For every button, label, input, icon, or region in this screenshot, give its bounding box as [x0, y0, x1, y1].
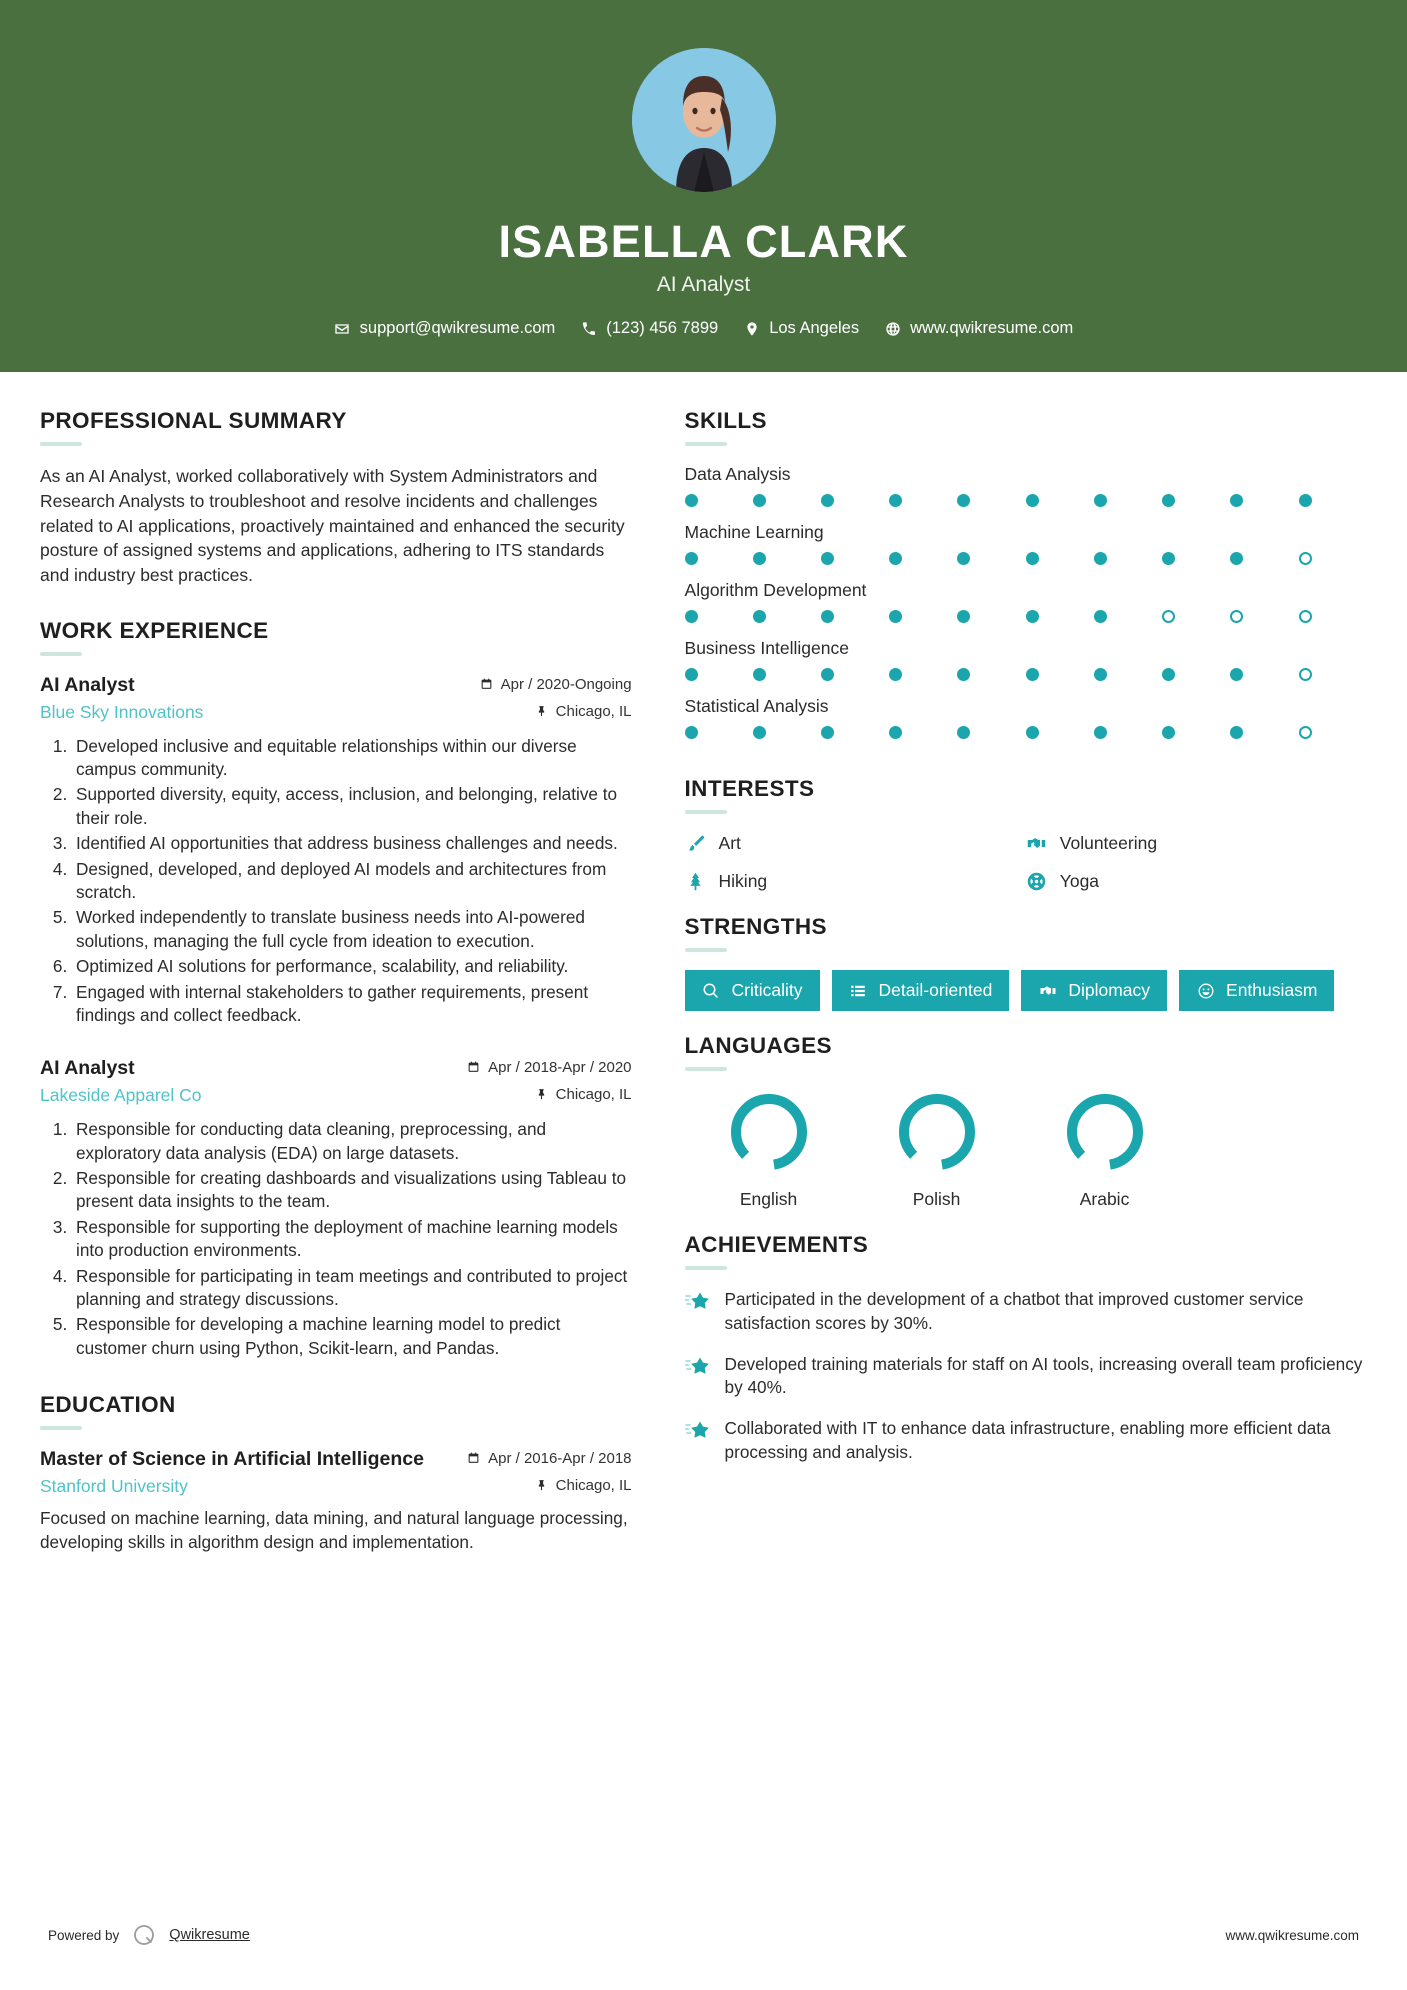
section-title-languages: LANGUAGES	[684, 1033, 832, 1059]
work-job-title: AI Analyst	[40, 673, 135, 696]
section-skills	[685, 408, 1367, 739]
skill-dot-slot	[889, 668, 957, 681]
skill-dot-slot	[957, 494, 1025, 507]
section-divider	[685, 1067, 727, 1071]
work-entry-header	[40, 1057, 632, 1080]
work-date	[467, 1059, 631, 1076]
qwikresume-brand-link[interactable]: Qwikresume	[169, 1927, 250, 1943]
skill-dot-slot	[821, 552, 889, 565]
skill-dot-filled	[957, 668, 970, 681]
languages-row	[685, 1089, 1367, 1210]
avatar	[632, 48, 776, 192]
skill-dot-filled	[685, 668, 698, 681]
work-company: Blue Sky Innovations	[40, 701, 204, 722]
strength-label: Diplomacy	[1068, 980, 1151, 1001]
list-item: 3. Identified AI opportunities that address business challenges and needs.	[72, 832, 632, 855]
pin-icon	[535, 1478, 549, 1493]
skill-dot-filled	[1094, 610, 1107, 623]
paintbrush-icon	[685, 832, 707, 854]
section-work-experience	[40, 618, 632, 1361]
skill-dot-slot	[821, 726, 889, 739]
skill-dot-filled	[753, 668, 766, 681]
contact-phone-text: (123) 456 7899	[606, 319, 719, 338]
summary-text: As an AI Analyst, worked collaboratively with System Administrators and Research Analysts to troubleshoot and resolve incidents and challenges related to AI applications, proactively maintained and enhanced the security posture of assigned systems and applications, adhering to ITS standards and industry best practices.	[40, 466, 625, 585]
section-divider	[685, 1266, 727, 1270]
progress-ring-icon	[1062, 1089, 1148, 1175]
skill-dot-slot	[821, 668, 889, 681]
skill-dot-filled	[753, 552, 766, 565]
star-badge-icon	[685, 1355, 711, 1381]
section-divider	[685, 948, 727, 952]
achievement-text: Collaborated with IT to enhance data infrastructure, enabling more efficient data processing and analysis.	[724, 1418, 1331, 1462]
skill-dot-slot	[957, 552, 1025, 565]
skill-dot-filled	[1162, 668, 1175, 681]
skill-dot-empty	[1299, 610, 1312, 623]
smiley-icon	[1196, 981, 1215, 1000]
skill-dot-filled	[1094, 668, 1107, 681]
skill-dot-filled	[821, 552, 834, 565]
job-role: AI Analyst	[656, 273, 751, 297]
skill-dot-slot	[1299, 610, 1367, 623]
skill-dot-slot	[685, 552, 753, 565]
strength-badge	[685, 970, 820, 1011]
language-ring	[894, 1089, 980, 1175]
work-entry	[40, 674, 632, 1028]
list-item: 3. Responsible for supporting the deployment of machine learning models into production environments.	[72, 1216, 632, 1263]
skill-dot-filled	[889, 552, 902, 565]
education-date-text: Apr / 2016-Apr / 2018	[488, 1450, 632, 1468]
skill-dot-filled	[1230, 552, 1243, 565]
work-entry-header	[40, 674, 632, 697]
page-footer	[0, 1922, 1407, 1948]
work-date	[480, 676, 632, 693]
skill-dot-slot	[1094, 668, 1162, 681]
education-entry	[40, 1448, 632, 1554]
list-item: 4. Responsible for participating in team meetings and contributed to project planning and strategy discussions.	[72, 1265, 632, 1312]
skill-dot-slot	[685, 726, 753, 739]
section-divider	[40, 652, 82, 656]
skill-dot-filled	[1026, 494, 1039, 507]
spacer	[40, 1029, 632, 1051]
section-languages	[685, 1033, 1367, 1210]
tree-icon	[685, 870, 707, 892]
skill-rating	[685, 610, 1367, 623]
work-bullets	[40, 735, 632, 1028]
spacer	[685, 892, 1367, 914]
skill-dot-slot	[753, 494, 821, 507]
skill-dot-filled	[753, 726, 766, 739]
progress-ring-icon	[726, 1089, 812, 1175]
skill-dot-slot	[685, 610, 753, 623]
right-column	[658, 408, 1367, 1554]
contact-email[interactable]	[326, 319, 564, 338]
list-item: 2. Supported diversity, equity, access, inclusion, and belonging, relative to their role.	[72, 783, 632, 830]
contact-location	[735, 319, 867, 338]
skill-dot-filled	[1026, 610, 1039, 623]
calendar-icon	[467, 1451, 481, 1466]
section-title-work: WORK EXPERIENCE	[40, 617, 269, 643]
skill-dot-slot	[1162, 726, 1230, 739]
strength-label: Detail-oriented	[878, 980, 993, 1001]
skill-label: Statistical Analysis	[684, 696, 829, 717]
skill-dot-filled	[1299, 494, 1312, 507]
interest-item	[685, 832, 1026, 854]
interest-label: Art	[718, 832, 741, 853]
skill-dot-slot	[889, 494, 957, 507]
language-label: Arabic	[1079, 1189, 1130, 1210]
skill-dot-filled	[685, 494, 698, 507]
section-title-interests: INTERESTS	[684, 776, 815, 802]
section-title-education: EDUCATION	[40, 1392, 176, 1418]
skill-dot-filled	[1230, 726, 1243, 739]
skill-dot-slot	[1094, 552, 1162, 565]
skill-dot-slot	[957, 610, 1025, 623]
envelope-icon	[334, 320, 351, 337]
work-location	[535, 703, 632, 720]
list-item: 5. Worked independently to translate business needs into AI-powered solutions, managing the full cycle from ideation to execution.	[72, 906, 632, 953]
skill-dot-slot	[753, 552, 821, 565]
skill-dot-slot	[889, 552, 957, 565]
skill-dot-slot	[1026, 552, 1094, 565]
work-date-text: Apr / 2020-Ongoing	[500, 675, 632, 693]
strength-badge	[1179, 970, 1334, 1011]
skill-dot-slot	[1094, 610, 1162, 623]
skill-dot-filled	[753, 494, 766, 507]
language-item	[685, 1089, 853, 1210]
strength-label: Criticality	[731, 980, 803, 1001]
left-column	[40, 408, 658, 1554]
skill-label: Business Intelligence	[684, 638, 849, 659]
section-title-summary: PROFESSIONAL SUMMARY	[40, 408, 347, 434]
skill-dot-filled	[1026, 726, 1039, 739]
skill-dot-filled	[889, 494, 902, 507]
skill-dot-slot	[1162, 610, 1230, 623]
star-badge-icon	[685, 1290, 711, 1316]
skill-dot-filled	[957, 552, 970, 565]
page-title: ISABELLA CLARK	[498, 216, 909, 267]
interest-item	[1026, 832, 1367, 854]
skill-dot-filled	[685, 726, 698, 739]
skill-label: Machine Learning	[684, 522, 824, 543]
skill-dot-filled	[821, 668, 834, 681]
work-entry	[40, 1057, 632, 1360]
section-interests	[685, 776, 1367, 892]
education-entry-header	[40, 1448, 632, 1471]
skill-dot-filled	[957, 494, 970, 507]
work-location	[535, 1086, 632, 1103]
contact-location-text: Los Angeles	[769, 319, 860, 338]
skill-dot-slot	[821, 610, 889, 623]
list-item: 2. Responsible for creating dashboards and visualizations using Tableau to present data insights to the team.	[72, 1167, 632, 1214]
interest-label: Yoga	[1059, 870, 1100, 891]
skill-dot-slot	[889, 610, 957, 623]
skill-dot-filled	[1026, 552, 1039, 565]
lifebuoy-icon	[1026, 870, 1048, 892]
search-icon	[702, 981, 721, 1000]
achievement-item	[685, 1417, 1367, 1464]
education-school: Stanford University	[40, 1476, 188, 1497]
powered-by-label: Powered by	[48, 1927, 120, 1943]
language-label: Polish	[912, 1189, 961, 1210]
list-item: 1. Developed inclusive and equitable relationships within our diverse campus community.	[72, 735, 632, 782]
contact-row	[0, 319, 1407, 338]
section-divider	[40, 1426, 82, 1430]
skill-dot-filled	[1230, 668, 1243, 681]
skill-dot-slot	[685, 494, 753, 507]
work-entry-subheader	[40, 702, 632, 723]
skill-dot-slot	[753, 610, 821, 623]
footer-url[interactable]: www.qwikresume.com	[1225, 1927, 1359, 1943]
education-degree: Master of Science in Artificial Intelligence	[40, 1448, 424, 1471]
skill-dot-filled	[753, 610, 766, 623]
skill-dot-slot	[1162, 494, 1230, 507]
qwikresume-logo-icon	[131, 1922, 157, 1948]
skill-rating	[685, 726, 1367, 739]
skill-dot-empty	[1230, 610, 1243, 623]
spacer	[685, 1011, 1367, 1033]
skill-dot-filled	[1162, 552, 1175, 565]
powered-by-block	[48, 1922, 250, 1948]
strength-label: Enthusiasm	[1226, 980, 1318, 1001]
section-professional-summary	[40, 408, 632, 587]
spacer	[40, 1362, 632, 1392]
section-title-skills: SKILLS	[684, 408, 767, 434]
resume-body	[0, 372, 1407, 1554]
list-item: 7. Engaged with internal stakeholders to gather requirements, present findings and collect feedback.	[72, 981, 632, 1028]
skill-dot-empty	[1162, 610, 1175, 623]
skill-dot-filled	[821, 494, 834, 507]
phone-icon	[580, 320, 597, 337]
skill-dot-slot	[1299, 726, 1367, 739]
achievement-item	[685, 1353, 1367, 1400]
language-label: English	[739, 1189, 798, 1210]
contact-website-text: www.qwikresume.com	[910, 319, 1074, 338]
work-date-text: Apr / 2018-Apr / 2020	[488, 1059, 632, 1077]
calendar-icon	[467, 1060, 481, 1075]
work-location-text: Chicago, IL	[555, 702, 632, 720]
skill-rating	[685, 494, 1367, 507]
skill-dot-filled	[821, 726, 834, 739]
work-company: Lakeside Apparel Co	[40, 1085, 202, 1106]
skill-dot-slot	[1299, 494, 1367, 507]
contact-phone[interactable]	[572, 319, 726, 338]
resume-header	[0, 0, 1407, 372]
skill-dot-slot	[1026, 610, 1094, 623]
skill-dot-filled	[889, 668, 902, 681]
handshake-icon	[1038, 981, 1057, 1000]
skill-dot-filled	[1094, 552, 1107, 565]
language-item	[853, 1089, 1021, 1210]
skill-dot-filled	[957, 726, 970, 739]
calendar-icon	[480, 677, 494, 692]
skill-dot-slot	[1230, 668, 1298, 681]
section-education	[40, 1392, 632, 1554]
language-ring	[726, 1089, 812, 1175]
interests-grid	[685, 832, 1367, 892]
skill-dot-filled	[1094, 726, 1107, 739]
section-title-achievements: ACHIEVEMENTS	[684, 1232, 869, 1258]
skill-dot-slot	[753, 726, 821, 739]
skill-dot-filled	[889, 610, 902, 623]
skill-dot-empty	[1299, 668, 1312, 681]
skill-label: Data Analysis	[684, 464, 791, 485]
skill-dot-slot	[1299, 668, 1367, 681]
skill-dot-slot	[753, 668, 821, 681]
skill-dot-slot	[1026, 494, 1094, 507]
skill-dot-slot	[1230, 552, 1298, 565]
person-photo-icon	[632, 48, 776, 192]
interest-label: Hiking	[718, 870, 768, 891]
contact-email-text: support@qwikresume.com	[359, 319, 556, 338]
skill-dot-filled	[685, 552, 698, 565]
language-ring	[1062, 1089, 1148, 1175]
skill-dot-slot	[1026, 668, 1094, 681]
section-achievements	[685, 1232, 1367, 1464]
work-entry-subheader	[40, 1085, 632, 1106]
section-divider	[685, 810, 727, 814]
skill-dot-slot	[1299, 552, 1367, 565]
spacer	[685, 754, 1367, 776]
skill-dot-empty	[1299, 726, 1312, 739]
skill-dot-filled	[1094, 494, 1107, 507]
skill-dot-filled	[1162, 726, 1175, 739]
skill-dot-filled	[957, 610, 970, 623]
progress-ring-icon	[894, 1089, 980, 1175]
section-strengths	[685, 914, 1367, 1011]
map-pin-icon	[743, 320, 760, 337]
skill-dot-filled	[821, 610, 834, 623]
education-location	[535, 1477, 632, 1494]
skill-dot-slot	[1094, 494, 1162, 507]
star-badge-icon	[685, 1419, 711, 1445]
strengths-grid	[685, 970, 1367, 1011]
work-bullets	[40, 1118, 632, 1360]
section-divider	[40, 442, 82, 446]
language-item	[1021, 1089, 1189, 1210]
education-entry-subheader	[40, 1476, 632, 1497]
skill-dot-slot	[957, 726, 1025, 739]
section-divider	[685, 442, 727, 446]
skill-dot-slot	[957, 668, 1025, 681]
skill-dot-empty	[1299, 552, 1312, 565]
interest-item	[685, 870, 1026, 892]
list-item: 4. Designed, developed, and deployed AI models and architectures from scratch.	[72, 858, 632, 905]
handshake-icon	[1026, 832, 1048, 854]
strength-badge	[832, 970, 1010, 1011]
education-description: Focused on machine learning, data mining, and natural language processing, developing skills in algorithm design and implementation.	[40, 1508, 628, 1552]
skill-dot-slot	[1162, 552, 1230, 565]
section-title-strengths: STRENGTHS	[684, 914, 827, 940]
list-icon	[849, 981, 868, 1000]
spacer	[40, 588, 632, 618]
education-date	[467, 1450, 631, 1467]
work-location-text: Chicago, IL	[555, 1086, 632, 1104]
achievement-text: Participated in the development of a chatbot that improved customer service satisfaction scores by 30%.	[724, 1289, 1304, 1333]
interest-item	[1026, 870, 1367, 892]
achievement-item	[685, 1288, 1367, 1335]
spacer	[685, 1210, 1367, 1232]
strength-badge	[1021, 970, 1167, 1011]
achievement-text: Developed training materials for staff on AI tools, increasing overall team proficiency by 40%.	[724, 1353, 1363, 1398]
skill-dot-filled	[1026, 668, 1039, 681]
interest-label: Volunteering	[1059, 832, 1158, 853]
globe-icon	[884, 320, 901, 337]
pin-icon	[535, 704, 549, 719]
skill-rating	[685, 668, 1367, 681]
education-location-text: Chicago, IL	[555, 1477, 632, 1495]
skill-dot-slot	[1094, 726, 1162, 739]
skill-dot-slot	[1230, 726, 1298, 739]
skill-dot-slot	[1162, 668, 1230, 681]
skill-dot-slot	[1230, 494, 1298, 507]
pin-icon	[535, 1087, 549, 1102]
list-item: 6. Optimized AI solutions for performance, scalability, and reliability.	[72, 955, 632, 978]
skill-dot-slot	[1026, 726, 1094, 739]
skill-dot-filled	[1230, 494, 1243, 507]
skill-dot-slot	[685, 668, 753, 681]
skill-dot-slot	[1230, 610, 1298, 623]
contact-website[interactable]	[876, 319, 1081, 338]
work-job-title: AI Analyst	[40, 1057, 135, 1080]
skill-dot-filled	[1162, 494, 1175, 507]
skill-rating	[685, 552, 1367, 565]
list-item: 5. Responsible for developing a machine learning model to predict customer churn using Python, Scikit-learn, and Pandas.	[72, 1313, 632, 1360]
skill-dot-filled	[889, 726, 902, 739]
skill-label: Algorithm Development	[684, 580, 867, 601]
list-item: 1. Responsible for conducting data cleaning, preprocessing, and exploratory data analysis (EDA) on large datasets.	[72, 1118, 632, 1165]
skill-dot-slot	[889, 726, 957, 739]
skill-dot-filled	[685, 610, 698, 623]
skill-dot-slot	[821, 494, 889, 507]
